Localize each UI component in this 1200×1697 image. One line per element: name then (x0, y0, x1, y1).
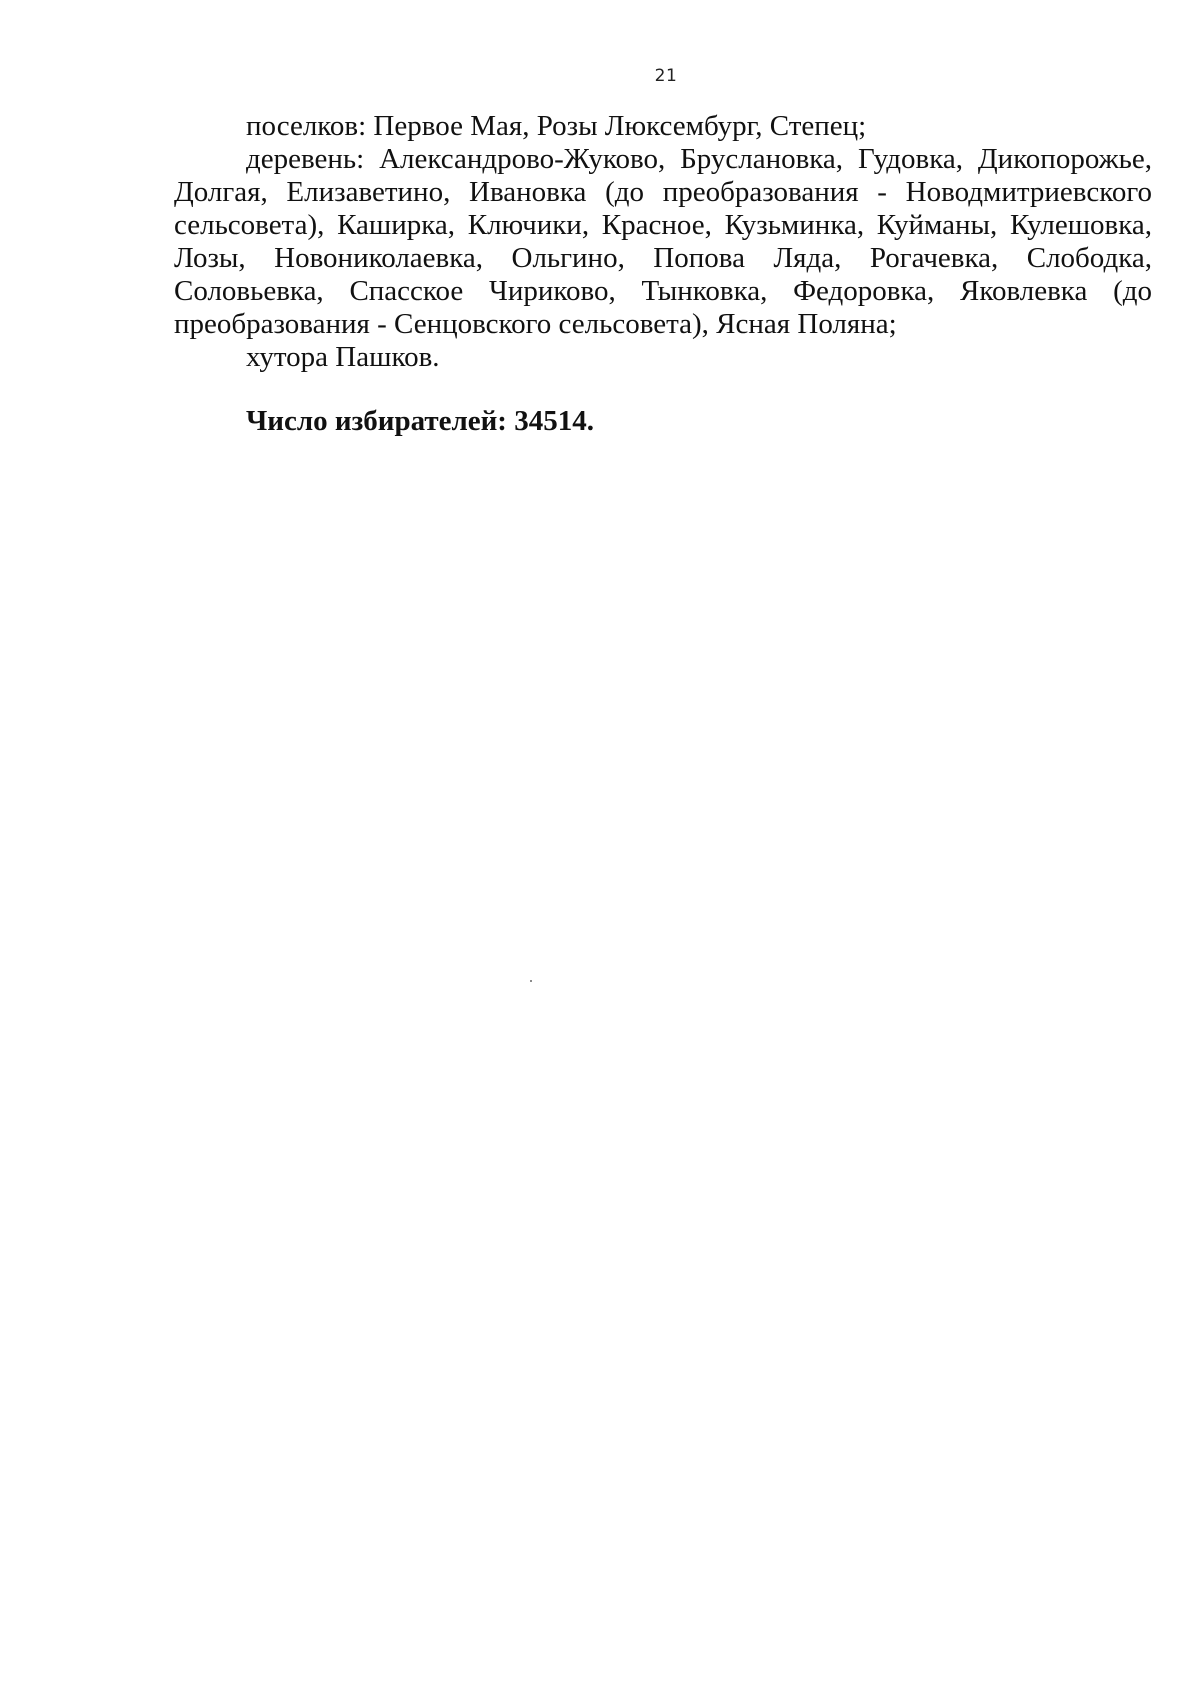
paragraph-farmsteads (174, 341, 1152, 374)
paragraph-villages (174, 143, 1152, 341)
paragraph-text: поселков: Первое Мая, Розы Люксембург, Степец; (246, 110, 867, 142)
paragraph-text: деревень: Александрово-Жуково, Бруслановка, Гудовка, Дикопорожье, Долгая, Елизаветино, Ивановка (до преобразования - Новодмитриевского сельсовета), Каширка, Ключики, Красное, Кузьминка, Куйманы, Кулешовка, Лозы, Новониколаевка, Ольгино, Попова Ляда, Рогачевка, Слободка, Соловьевка, Спасское Чириково, Тынковка, Федоровка, Яковлевка (до преобразования - Сенцовского сельсовета), Ясная Поляна; (174, 143, 1152, 340)
scan-speck (530, 980, 532, 982)
document-body (174, 110, 1152, 438)
paragraph-text: хутора Пашков. (246, 341, 440, 373)
paragraph-settlements (174, 110, 1152, 143)
voters-count: Число избирателей: 34514. (246, 405, 594, 437)
page-number: 21 (654, 66, 678, 86)
